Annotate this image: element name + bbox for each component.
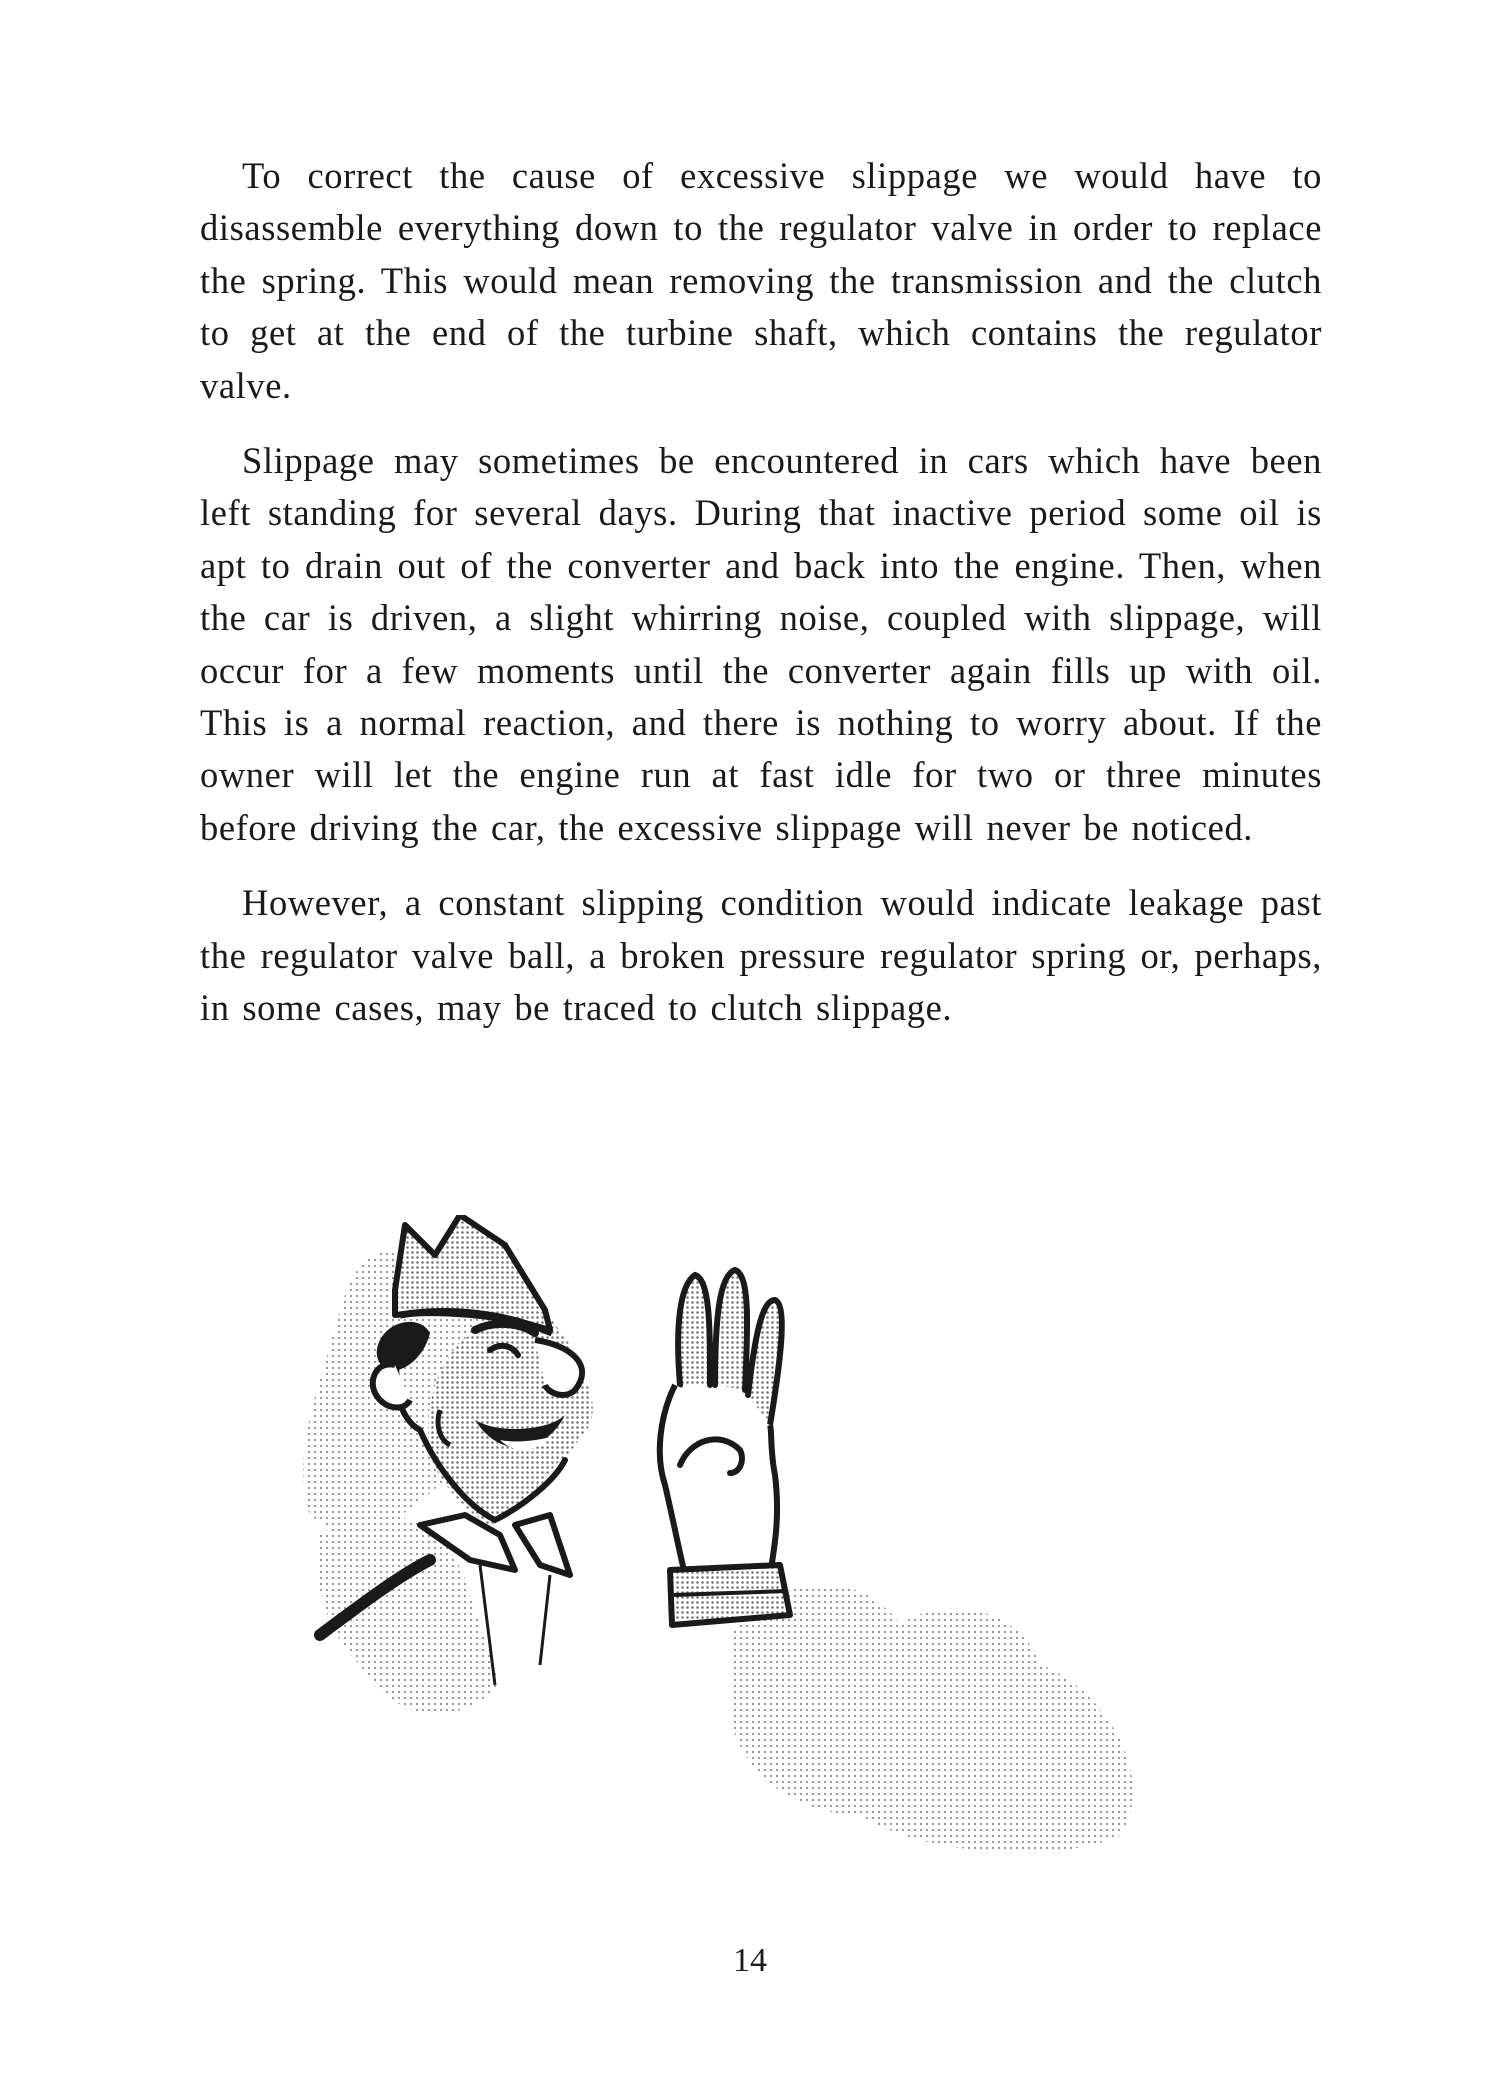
paragraph-1: To correct the cause of excessive slippage we would have to disassemble everything down to the regulator valve in order to replace the spring. This would mean removing the transmission and the clutch to get at the end of the turbine shaft, which contains the regulator valve. — [200, 155, 1322, 406]
paragraph-3: However, a constant slipping condition would indicate leakage past the regulator valve ball, a broken pressure regulator spring or, perhaps, in some cases, may be traced to clutch slippage. — [200, 882, 1322, 1029]
mechanic-illustration — [300, 1215, 1240, 1855]
paragraph-2: Slippage may sometimes be encountered in cars which have been left standing for several days. During that inactive period some oil is apt to drain out of the converter and back into the engine. Then, when the car is driven, a slight whirring noise, coupled with slippage, will occur for a few moments until the converter again fills up with oil. This is a normal reaction, and there is nothing to worry about. If the owner will let the engine run at fast idle for two or three minutes before driving the car, the excessive slippage will never be noticed. — [200, 440, 1322, 848]
body-text — [200, 150, 1322, 1058]
page-number: 14 — [733, 1942, 767, 1979]
hand-palm — [660, 1385, 777, 1575]
collar-right — [515, 1515, 570, 1575]
halftone-background-right — [730, 1585, 1133, 1853]
